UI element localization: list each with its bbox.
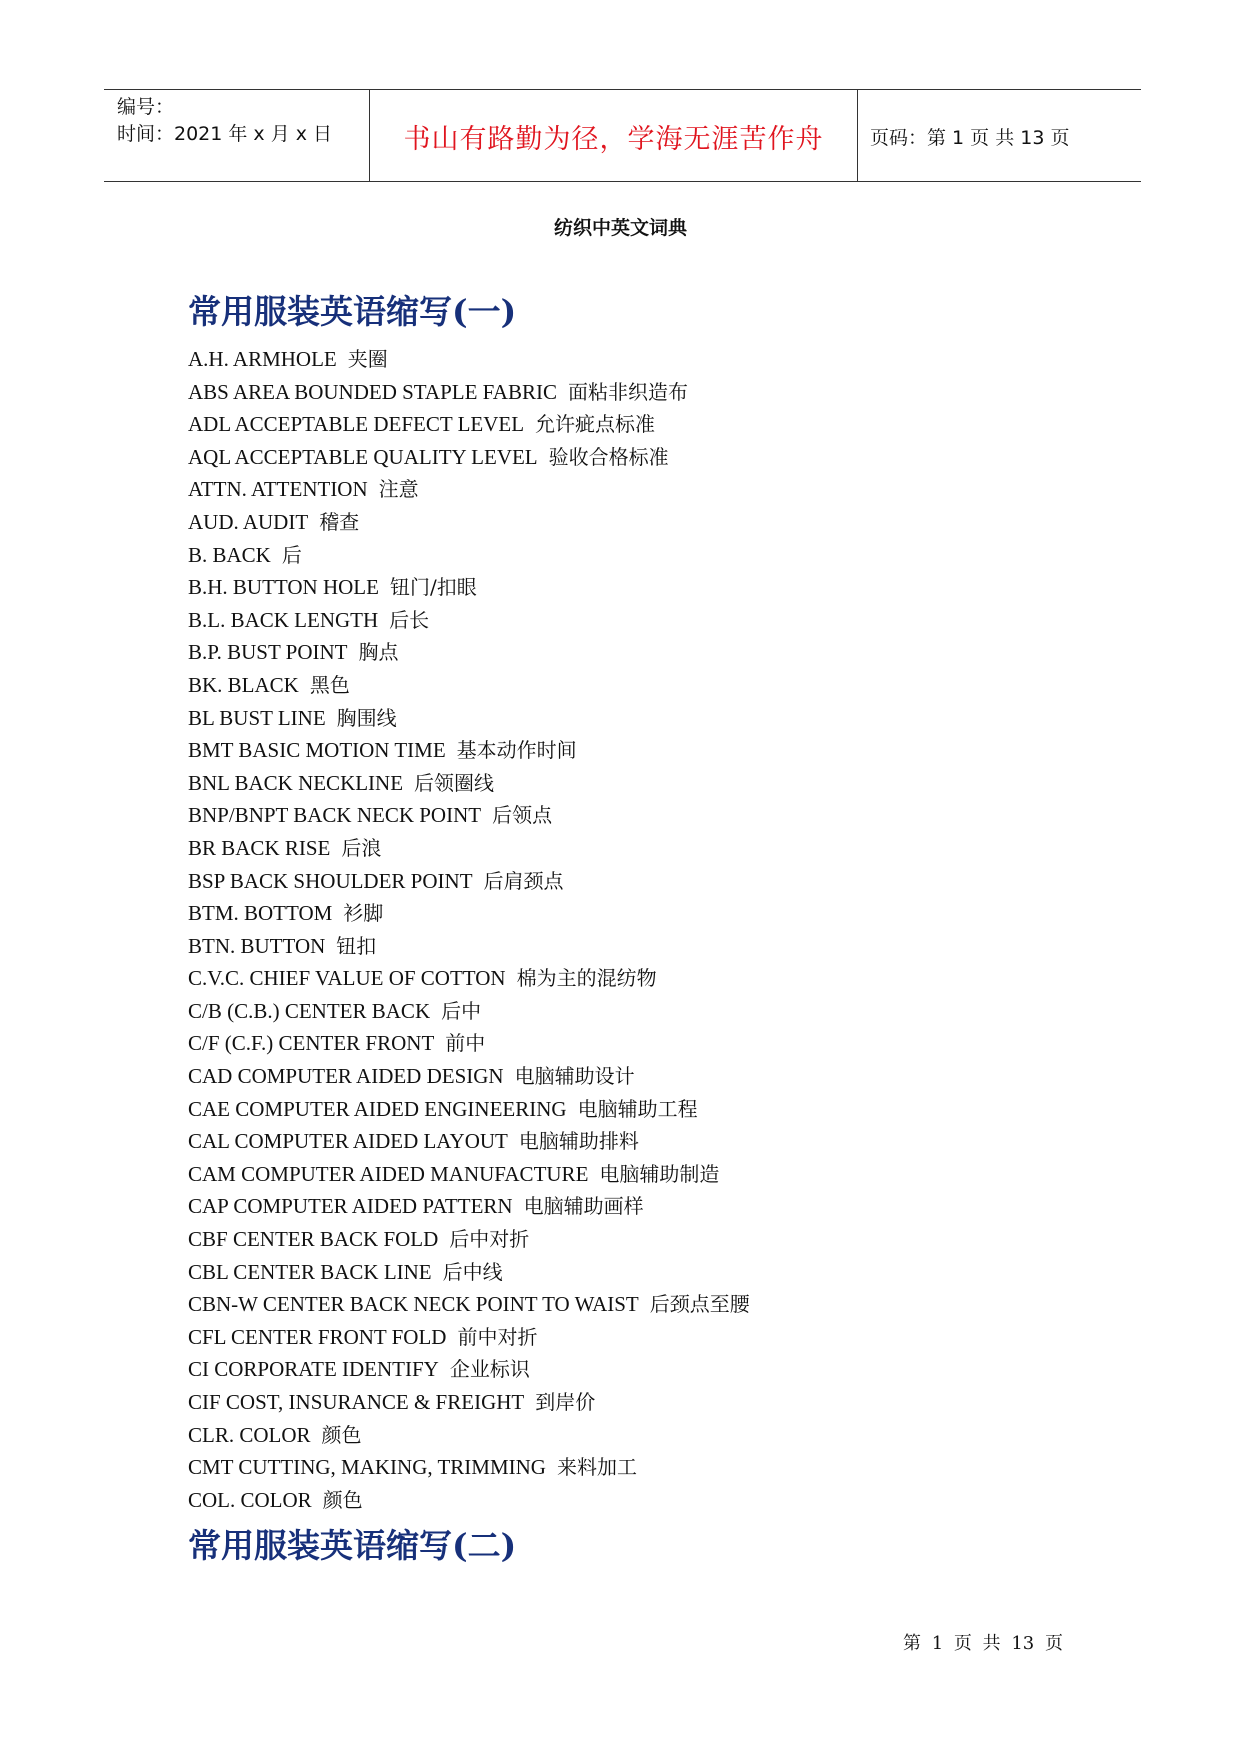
- glossary-entry: [188, 1125, 750, 1158]
- entry-english-term: B.L. BACK LENGTH: [188, 607, 379, 632]
- entry-chinese-term: 夹圈: [347, 347, 388, 371]
- entry-chinese-term: 颜色: [321, 1422, 362, 1447]
- entry-chinese-term: 后中线: [442, 1259, 503, 1284]
- glossary-entry: [188, 702, 750, 735]
- header-motto: 书山有路勤为径，学海无涯苦作舟: [403, 124, 824, 155]
- entry-chinese-term: 胸点: [358, 640, 399, 665]
- glossary-entry: [188, 343, 750, 376]
- time-label: 时间：2021 年 x 月 x 日: [117, 123, 333, 145]
- entry-chinese-term: 企业标识: [449, 1357, 530, 1382]
- entry-english-term: CBF CENTER BACK FOLD: [188, 1227, 439, 1252]
- entry-english-term: CAM COMPUTER AIDED MANUFACTURE: [188, 1161, 589, 1186]
- glossary-entry: [188, 669, 750, 702]
- entry-chinese-term: 衫脚: [343, 901, 384, 926]
- glossary-entry: [188, 767, 750, 800]
- number-label: 编号：: [117, 96, 175, 118]
- glossary-entry: [188, 1484, 750, 1517]
- entry-chinese-term: 注意: [378, 477, 419, 502]
- glossary-entry: [188, 897, 750, 930]
- entry-chinese-term: 面粘非织造布: [568, 379, 688, 404]
- entry-english-term: CAL COMPUTER AIDED LAYOUT: [188, 1129, 508, 1154]
- glossary-entry: [188, 1419, 750, 1452]
- entry-english-term: BNL BACK NECKLINE: [188, 770, 404, 795]
- glossary-entry: [188, 1451, 750, 1484]
- entry-chinese-term: 前中: [445, 1031, 486, 1056]
- entry-chinese-term: 到岸价: [535, 1390, 596, 1414]
- glossary-entry: [188, 1027, 750, 1060]
- header-page-cell: [858, 90, 1141, 181]
- entry-english-term: CBN-W CENTER BACK NECK POINT TO WAIST: [188, 1292, 639, 1317]
- glossary-entry: [188, 1158, 750, 1191]
- entry-english-term: BK. BLACK: [188, 672, 299, 697]
- glossary-entry: [188, 473, 750, 506]
- glossary-entry: [188, 1321, 750, 1354]
- entry-english-term: BSP BACK SHOULDER POINT: [188, 868, 473, 893]
- glossary-entry: [188, 604, 750, 637]
- glossary-entry: [188, 408, 750, 441]
- entry-chinese-term: 钮扣: [336, 933, 377, 958]
- glossary-list: [188, 343, 750, 1516]
- entry-chinese-term: 后中: [441, 998, 482, 1023]
- glossary-entry: [188, 930, 750, 963]
- entry-english-term: B. BACK: [188, 542, 271, 567]
- glossary-entry: [188, 1093, 750, 1126]
- entry-english-term: BR BACK RISE: [188, 835, 331, 860]
- entry-chinese-term: 棉为主的混纺物: [516, 966, 657, 991]
- header-page-info: 页码：第 1 页 共 13 页: [870, 127, 1070, 149]
- section-heading-1: 常用服装英语缩写(一): [188, 292, 517, 331]
- entry-chinese-term: 后中对折: [449, 1227, 530, 1252]
- entry-chinese-term: 胸围线: [336, 705, 397, 730]
- entry-english-term: BTM. BOTTOM: [188, 901, 333, 926]
- entry-english-term: B.H. BUTTON HOLE: [188, 575, 379, 600]
- page-footer: 第 1 页 共 13 页: [903, 1633, 1063, 1654]
- glossary-entry: [188, 865, 750, 898]
- glossary-entry: [188, 832, 750, 865]
- glossary-entry: [188, 734, 750, 767]
- entry-chinese-term: 验收合格标准: [548, 444, 669, 469]
- document-title: 纺织中英文词典: [553, 217, 687, 239]
- entry-chinese-term: 颜色: [322, 1487, 363, 1512]
- entry-chinese-term: 来料加工: [556, 1455, 637, 1480]
- entry-chinese-term: 电脑辅助排料: [518, 1129, 639, 1154]
- glossary-entry: [188, 1386, 750, 1419]
- entry-chinese-term: 后肩颈点: [483, 868, 564, 893]
- entry-english-term: BL BUST LINE: [188, 705, 326, 730]
- glossary-entry: [188, 376, 750, 409]
- entry-english-term: AQL ACCEPTABLE QUALITY LEVEL: [188, 444, 538, 469]
- entry-english-term: CFL CENTER FRONT FOLD: [188, 1324, 447, 1349]
- glossary-entry: [188, 506, 750, 539]
- entry-chinese-term: 后领圈线: [414, 770, 495, 795]
- document-header: [104, 89, 1141, 182]
- entry-english-term: C.V.C. CHIEF VALUE OF COTTON: [188, 966, 506, 991]
- entry-english-term: CAD COMPUTER AIDED DESIGN: [188, 1064, 504, 1089]
- entry-english-term: CAP COMPUTER AIDED PATTERN: [188, 1194, 513, 1219]
- entry-chinese-term: 电脑辅助工程: [577, 1096, 698, 1121]
- entry-chinese-term: 后长: [389, 607, 430, 632]
- entry-chinese-term: 允许疵点标准: [535, 412, 656, 437]
- entry-english-term: CIF COST, INSURANCE & FREIGHT: [188, 1390, 525, 1414]
- entry-english-term: BMT BASIC MOTION TIME: [188, 738, 446, 763]
- glossary-entry: [188, 1288, 750, 1321]
- entry-english-term: C/F (C.F.) CENTER FRONT: [188, 1031, 435, 1056]
- entry-english-term: CBL CENTER BACK LINE: [188, 1259, 432, 1284]
- entry-chinese-term: 后领点: [492, 803, 553, 828]
- glossary-entry: [188, 1190, 750, 1223]
- glossary-entry: [188, 1223, 750, 1256]
- header-motto-cell: [370, 90, 858, 181]
- entry-english-term: ABS AREA BOUNDED STAPLE FABRIC: [188, 379, 557, 404]
- entry-chinese-term: 电脑辅助画样: [523, 1194, 644, 1219]
- glossary-entry: [188, 995, 750, 1028]
- header-info-cell: [104, 90, 370, 181]
- entry-english-term: CLR. COLOR: [188, 1422, 311, 1447]
- entry-chinese-term: 电脑辅助设计: [514, 1064, 635, 1089]
- entry-english-term: CAE COMPUTER AIDED ENGINEERING: [188, 1096, 567, 1121]
- section-heading-2: 常用服装英语缩写(二): [188, 1526, 517, 1565]
- entry-english-term: B.P. BUST POINT: [188, 640, 348, 665]
- entry-chinese-term: 前中对折: [457, 1324, 538, 1349]
- entry-english-term: COL. COLOR: [188, 1487, 312, 1512]
- entry-chinese-term: 后颈点至腰: [649, 1292, 750, 1317]
- glossary-entry: [188, 441, 750, 474]
- glossary-entry: [188, 1256, 750, 1289]
- entry-english-term: A.H. ARMHOLE: [188, 347, 337, 371]
- glossary-entry: [188, 962, 750, 995]
- entry-chinese-term: 钮门/扣眼: [389, 575, 477, 600]
- entry-chinese-term: 后浪: [341, 835, 382, 860]
- glossary-entry: [188, 571, 750, 604]
- entry-chinese-term: 电脑辅助制造: [599, 1161, 720, 1186]
- glossary-entry: [188, 636, 750, 669]
- entry-english-term: ATTN. ATTENTION: [188, 477, 368, 502]
- entry-english-term: ADL ACCEPTABLE DEFECT LEVEL: [188, 412, 525, 437]
- entry-chinese-term: 黑色: [309, 672, 350, 697]
- entry-chinese-term: 稽查: [319, 509, 360, 534]
- glossary-entry: [188, 1353, 750, 1386]
- glossary-entry: [188, 539, 750, 572]
- entry-english-term: C/B (C.B.) CENTER BACK: [188, 998, 431, 1023]
- entry-english-term: BTN. BUTTON: [188, 933, 326, 958]
- entry-chinese-term: 后: [281, 542, 302, 567]
- entry-english-term: CI CORPORATE IDENTIFY: [188, 1357, 439, 1382]
- entry-chinese-term: 基本动作时间: [456, 738, 577, 763]
- entry-english-term: CMT CUTTING, MAKING, TRIMMING: [188, 1455, 546, 1480]
- glossary-entry: [188, 799, 750, 832]
- entry-english-term: BNP/BNPT BACK NECK POINT: [188, 803, 482, 828]
- entry-english-term: AUD. AUDIT: [188, 509, 309, 534]
- glossary-entry: [188, 1060, 750, 1093]
